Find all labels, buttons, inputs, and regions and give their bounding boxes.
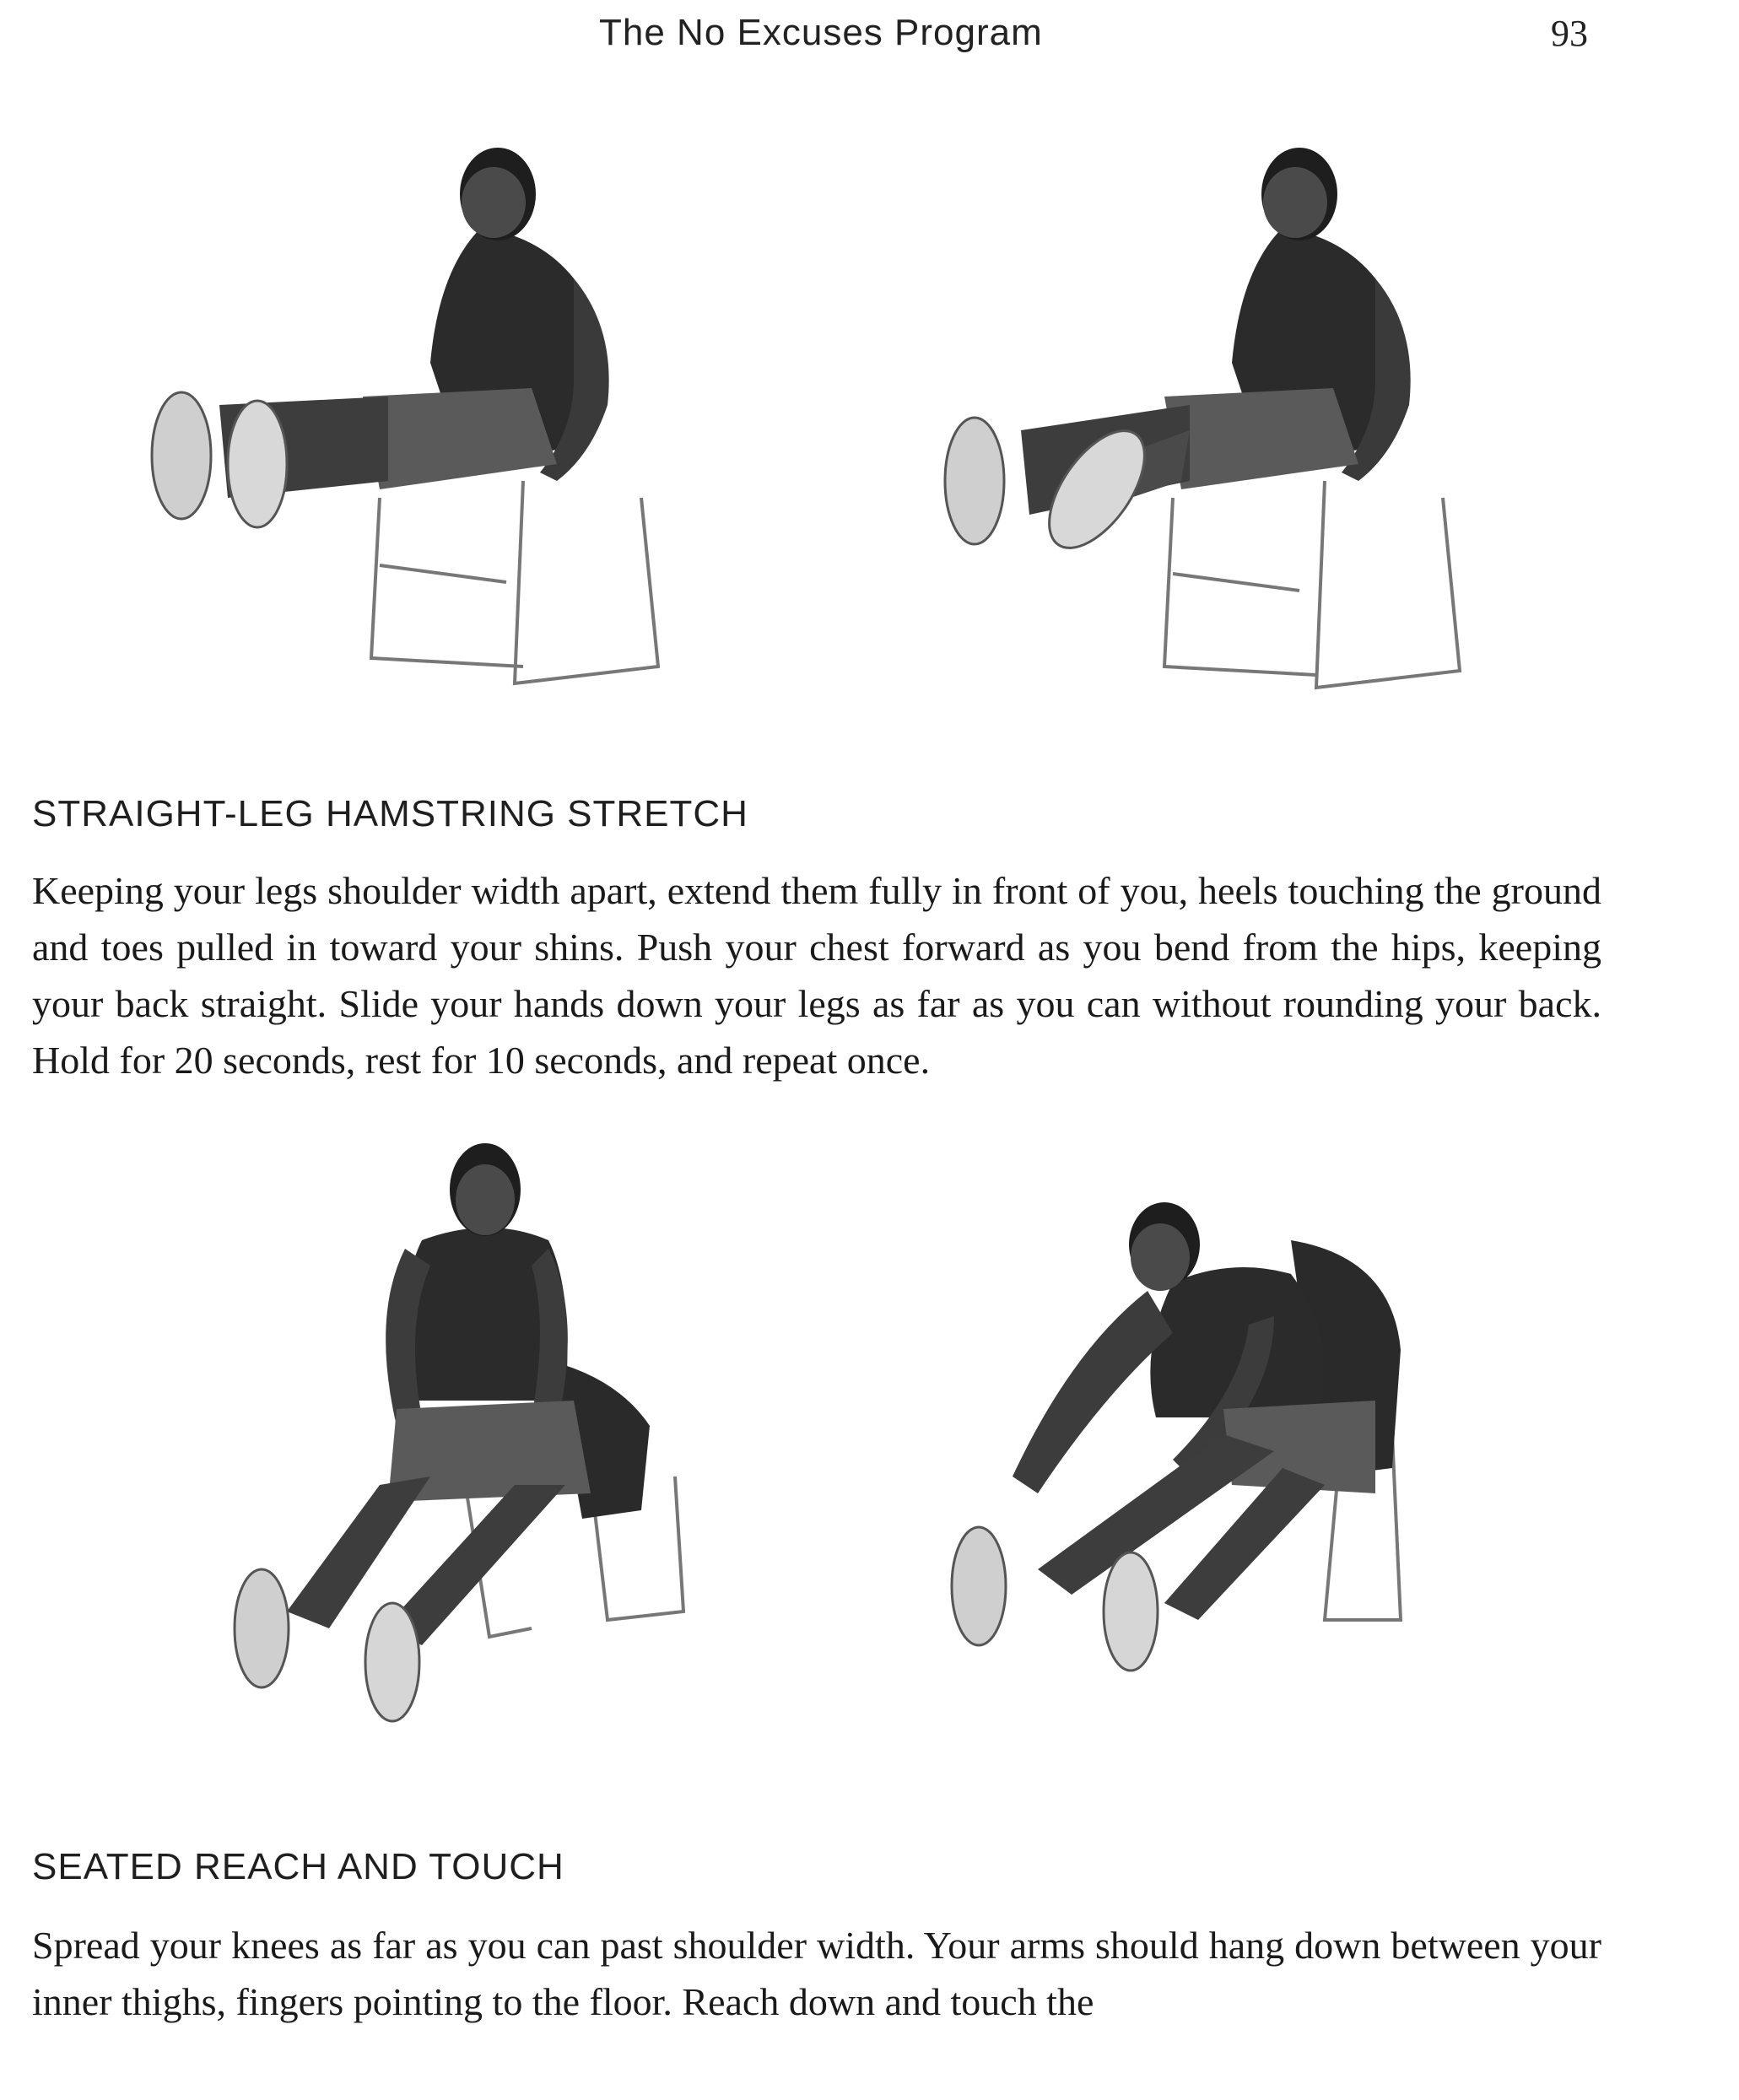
photo-seated-reach-forward [920, 1198, 1460, 1738]
section-heading-seated-reach: SEATED REACH AND TOUCH [32, 1846, 564, 1887]
page-number: 93 [1551, 13, 1588, 54]
photo-seated-legs-extended [135, 127, 709, 700]
section-body-hamstring: Keeping your legs shoulder width apart, extend them fully in front of you, heels touching the ground and toes pulled in toward your shins. Push your chest forward as you bend from the hips, keeping your back straight. Slide your hands down your legs as far as you can without rounding your back. Hold for 20 seconds, rest for 10 seconds, and repeat once. [32, 869, 1601, 1082]
section-heading-hamstring: STRAIGHT-LEG HAMSTRING STRETCH [32, 793, 748, 834]
running-title: The No Excuses Program [599, 12, 1043, 53]
running-head [0, 12, 1739, 62]
photo-seated-leg-alternate [928, 127, 1502, 700]
photo-seated-upright [211, 1122, 734, 1730]
section-body-seated-reach: Spread your knees as far as you can past shoulder width. Your arms should hang down between your inner thighs, fingers pointing to the floor. Reach down and touch the [32, 1924, 1601, 2023]
